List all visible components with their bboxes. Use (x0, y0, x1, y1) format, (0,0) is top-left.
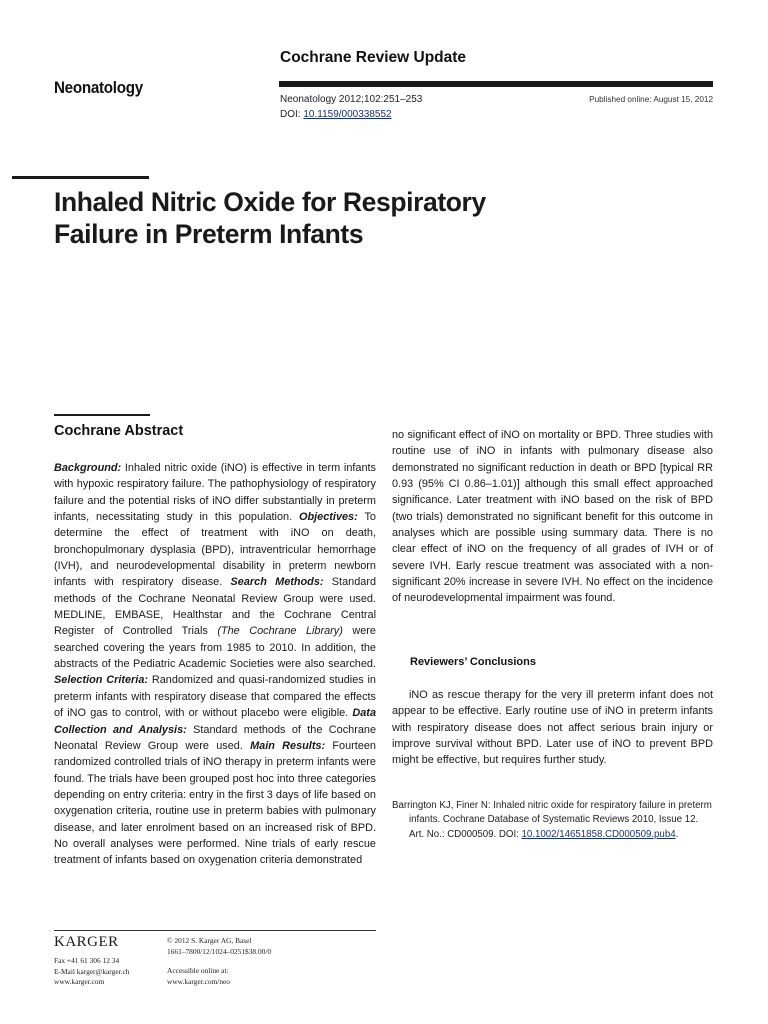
main-results-label: Main Results: (250, 739, 326, 752)
abstract-rule (54, 414, 150, 416)
objectives-label: Objectives: (299, 511, 358, 524)
email-address: E-Mail karger@karger.ch (54, 966, 130, 976)
reference-end: . (675, 828, 679, 840)
title-rule (12, 176, 149, 179)
accessible-url[interactable]: www.karger.com/neo (167, 976, 231, 986)
section-label: Cochrane Review Update (280, 49, 467, 66)
abstract-heading: Cochrane Abstract (54, 423, 184, 439)
objectives-text: To determine the effect of treatment with iNO on death, bronchopulmonary dysplasia (BPD), intraventricular hemorrhage (IVH), and neurodevelopmental disability in preterm newborn infants with respiratory disease. (54, 511, 376, 589)
footer-rule (54, 930, 376, 931)
reference-doi-link[interactable]: 10.1002/14651858.CD000509.pub4 (521, 828, 676, 840)
reference-citation (392, 799, 713, 842)
background-text: Inhaled nitric oxide (iNO) is effective in term infants with hypoxic respiratory failure. The pathophysiology of respiratory failure and the potential risks of iNO differ substantially in preterm infants, necessitating study in this population. (54, 462, 376, 524)
abstract-left-column (54, 460, 376, 869)
selection-criteria-label: Selection Criteria: (54, 674, 149, 687)
publisher-logo: KARGER (54, 934, 119, 950)
header-rule (279, 81, 713, 87)
data-collection-label: Data Collection and Analysis: (54, 707, 376, 736)
copyright: © 2012 S. Karger AG, Basel (167, 936, 252, 945)
doi-link[interactable]: 10.1159/000338552 (303, 109, 392, 120)
publisher-website[interactable]: www.karger.com (54, 977, 105, 986)
title-line-1: Inhaled Nitric Oxide for Respiratory (54, 187, 486, 217)
main-results-text: Fourteen randomized controlled trials of iNO therapy in preterm infants were found. The trials have been grouped post hoc into three categories depending on entry criteria: entry in the first 3 days of life based on oxygenation criteria, routine use in preterm babies with pulmonary disease, and later enrolment based on an increased risk of BPD. No overall analyses were performed. Nine trials of early rescue treatment of infants based on oxygenation criteria demonstrated (54, 739, 376, 867)
copyright-block (167, 936, 271, 957)
conclusions-text: iNO as rescue therapy for the very ill preterm infant does not appear to be effective. Early routine use of iNO in preterm infants with respiratory disease does not affect serious brain injury or improve survival without BPD. Later use of iNO to prevent BPD might be effective, but requires further study. (392, 689, 713, 767)
doi-prefix: DOI: (280, 109, 301, 120)
issn-line: 1661–7800/12/1024–0251$38.00/0 (167, 946, 272, 956)
fax-number: Fax +41 61 306 12 34 (54, 956, 120, 965)
article-title (54, 186, 554, 250)
search-methods-italic: (The Cochrane Library) (217, 625, 343, 638)
background-label: Background: (54, 462, 122, 474)
search-methods-text-2: were searched covering the years from 1985 to 2010. In addition, the abstracts of the Pediatric Academic Societies were also searched. (54, 625, 376, 671)
reference-text: Barrington KJ, Finer N: Inhaled nitric oxide for respiratory failure in preterm infants. Cochrane Database of Systematic Reviews 2010, Issue 12. Art. No.: CD000509. DOI: (392, 800, 712, 840)
journal-logo: Neonatology (54, 79, 143, 97)
search-methods-text: Standard methods of the Cochrane Neonatal Review Group were used. MEDLINE, EMBASE, Healthstar and the Cochrane Central Register of Controlled Trials (54, 576, 376, 638)
journal-citation: Neonatology 2012;102:251–253 (280, 94, 423, 105)
published-date: Published online: August 15, 2012 (589, 95, 713, 104)
abstract-right-column: no significant effect of iNO on mortality or BPD. Three studies with routine use of iNO in infants with pulmonary disease also demonstrated no significant reduction in death or BPD [typical RR 0.93 (95% CI 0.86–1.01)] although this small effect approached significance. Later treatment with iNO based on the risk of BPD (two trials) demonstrated no significant benefit for this outcome in analyses which are possible using summary data. There is no clear effect of iNO on the frequency of all grades of IVH or of severe IVH. Early rescue treatment was associated with a non-significant 20% increase in severe IVH. No effect on the incidence of neurodevelopmental impairment was found. (392, 429, 713, 605)
selection-criteria-text: Randomized and quasi-randomized studies in preterm infants with respiratory disease that compared the effects of iNO gas to control, with or without placebo were eligible. (54, 674, 376, 720)
data-collection-text: Standard methods of the Cochrane Neonatal Review Group were used. (54, 723, 377, 752)
conclusions-heading: Reviewers’ Conclusions (410, 656, 536, 668)
title-line-2: Failure in Preterm Infants (54, 219, 364, 249)
publisher-contact (54, 956, 129, 988)
accessible-label: Accessible online at: (167, 966, 229, 975)
search-methods-label: Search Methods: (230, 576, 324, 589)
doi-line (280, 109, 392, 120)
accessible-block (167, 966, 230, 987)
